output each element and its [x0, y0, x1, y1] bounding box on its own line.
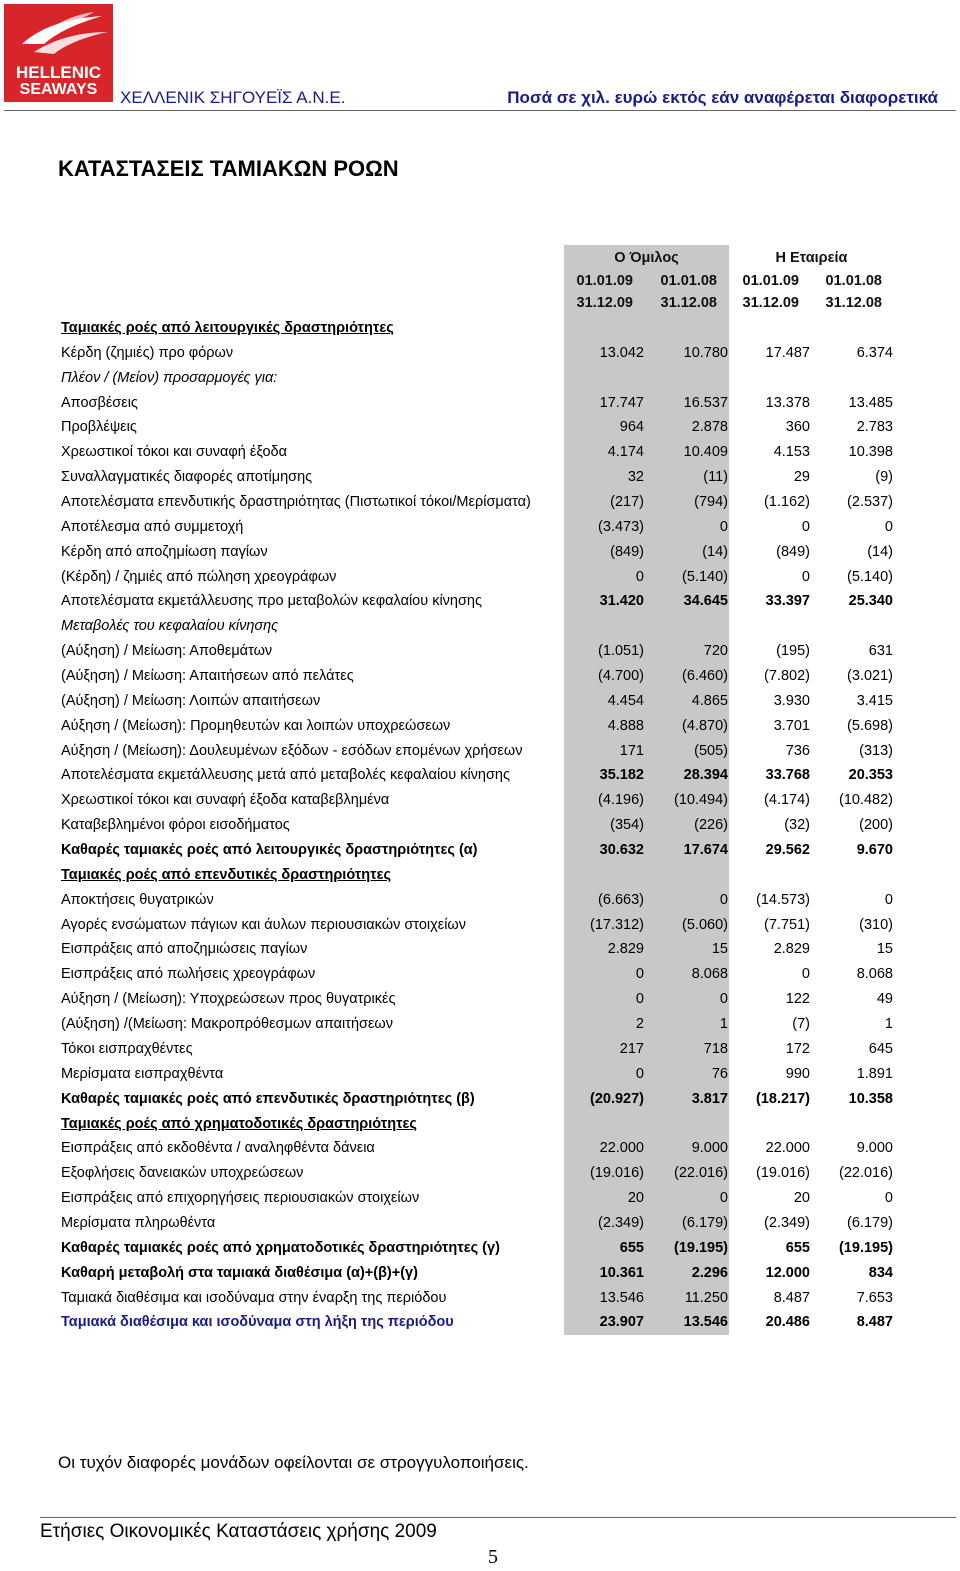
value-company-2009: 29 [793, 469, 810, 486]
value-group-2008: 720 [703, 643, 728, 660]
row-label: Εξοφλήσεις δανειακών υποχρεώσεων [61, 1165, 304, 1182]
row-label: Ταμιακές ροές από χρηματοδοτικές δραστηριότητες [61, 1115, 417, 1132]
table-row [0, 989, 960, 1014]
value-group-2008: (14) [702, 543, 728, 560]
row-label: Πλέον / (Μείον) προσαρμογές για: [61, 369, 278, 386]
value-company-2008: (310) [859, 916, 893, 933]
row-label: Τόκοι εισπραχθέντες [61, 1040, 193, 1057]
row-label: Ταμιακές ροές από λειτουργικές δραστηριότητες [61, 320, 394, 336]
value-company-2008: 9.000 [856, 1140, 893, 1157]
value-group-2009: 0 [635, 966, 644, 983]
table-row [0, 393, 960, 418]
value-group-2008: 76 [711, 1065, 728, 1082]
row-label: Αποτελέσματα επενδυτικής δραστηριότητας (Πιστωτικοί τόκοι/Μερίσματα) [61, 494, 531, 511]
value-company-2009: (32) [784, 817, 810, 834]
value-group-2009: (2.349) [598, 1214, 644, 1231]
header-date-to-4: 31.12.08 [825, 295, 882, 311]
table-row [0, 1188, 960, 1213]
value-company-2009: 4.153 [773, 444, 810, 461]
value-group-2008: 0 [719, 1190, 728, 1207]
value-company-2009: 172 [785, 1040, 810, 1057]
value-company-2008: (19.195) [838, 1239, 893, 1256]
table-row [0, 641, 960, 666]
value-company-2008: 631 [868, 643, 893, 660]
value-group-2009: 13.546 [599, 1289, 644, 1306]
value-company-2008: 645 [868, 1040, 893, 1057]
table-row [0, 790, 960, 815]
value-company-2008: 20.353 [848, 767, 893, 784]
table-row [0, 1213, 960, 1238]
value-group-2008: 0 [719, 518, 728, 535]
value-group-2008: (4.870) [682, 717, 728, 734]
value-company-2008: 0 [884, 891, 893, 908]
row-label: Αύξηση / (Μείωση): Υποχρεώσεων προς θυγατρικές [61, 991, 396, 1008]
value-company-2009: (1.162) [764, 494, 810, 511]
value-group-2008: 1 [719, 1016, 728, 1033]
row-label: Αποκτήσεις θυγατρικών [61, 891, 214, 908]
value-company-2009: 360 [785, 419, 810, 436]
row-label: Αύξηση / (Μείωση): Προμηθευτών και λοιπών υποχρεώσεων [61, 717, 451, 734]
row-label: Αποτελέσματα εκμετάλλευσης μετά από μεταβολές κεφαλαίου κίνησης [61, 767, 510, 784]
value-group-2008: 10.409 [683, 444, 728, 461]
table-row [0, 567, 960, 592]
row-label: Μεταβολές του κεφαλαίου κίνησης [61, 618, 279, 635]
header-date-from-1: 01.01.09 [576, 273, 633, 289]
table-row [0, 417, 960, 442]
footer-text: Ετήσιες Οικονομικές Καταστάσεις χρήσης 2009 [40, 1521, 437, 1542]
value-company-2008: (2.537) [847, 494, 893, 511]
value-group-2009: 31.420 [599, 593, 644, 610]
value-group-2009: (17.312) [589, 916, 644, 933]
header-date-from-3: 01.01.09 [742, 273, 799, 289]
value-company-2009: (7) [792, 1016, 810, 1033]
table-row [0, 467, 960, 492]
value-group-2008: 15 [711, 941, 728, 958]
row-label: Αποτέλεσμα από συμμετοχή [61, 518, 244, 535]
table-row [0, 765, 960, 790]
value-company-2008: 49 [876, 991, 893, 1008]
table-row [0, 865, 960, 890]
value-group-2009: (217) [610, 494, 644, 511]
value-company-2008: 10.358 [848, 1090, 893, 1107]
value-group-2008: (11) [703, 469, 728, 486]
value-company-2008: 8.487 [856, 1314, 893, 1331]
value-group-2008: 28.394 [683, 767, 728, 784]
table-row [0, 318, 960, 343]
value-group-2009: 32 [627, 469, 644, 486]
value-group-2009: 4.454 [607, 692, 644, 709]
value-group-2008: 10.780 [683, 344, 728, 361]
rounding-footnote: Οι τυχόν διαφορές μονάδων οφείλονται σε στρογγυλοποιήσεις. [58, 1453, 529, 1472]
value-group-2009: 22.000 [599, 1140, 644, 1157]
value-company-2009: 20.486 [765, 1314, 810, 1331]
row-label: Καταβεβλημένοι φόροι εισοδήματος [61, 817, 290, 834]
row-label: Αποσβέσεις [61, 394, 138, 411]
row-label: Κέρδη από αποζημίωση παγίων [61, 543, 268, 560]
row-label: Μερίσματα πληρωθέντα [61, 1214, 216, 1231]
value-group-2008: 0 [719, 991, 728, 1008]
value-group-2008: (505) [694, 742, 728, 759]
value-company-2009: (7.751) [764, 916, 810, 933]
header-date-to-3: 31.12.09 [742, 295, 799, 311]
page-number: 5 [488, 1546, 498, 1568]
value-company-2009: 0 [801, 518, 810, 535]
value-group-2009: 10.361 [599, 1264, 644, 1281]
row-label: Αύξηση / (Μείωση): Δουλευμένων εξόδων - εσόδων επομένων χρήσεων [61, 742, 523, 759]
value-company-2008: 25.340 [848, 593, 893, 610]
value-company-2008: 13.485 [848, 394, 893, 411]
row-label: Κέρδη (ζημιές) προ φόρων [61, 344, 234, 361]
row-label: Καθαρή μεταβολή στα ταμιακά διαθέσιμα (α)+(β)+(γ) [61, 1264, 418, 1281]
table-row [0, 542, 960, 567]
table-row [0, 591, 960, 616]
value-group-2008: (10.494) [673, 792, 728, 809]
value-company-2009: 122 [785, 991, 810, 1008]
logo-swoosh-icon [4, 4, 113, 64]
row-label: Εισπράξεις από εκδοθέντα / αναληφθέντα δάνεια [61, 1140, 375, 1157]
table-row [0, 666, 960, 691]
header-divider [4, 110, 956, 111]
value-group-2009: 23.907 [599, 1314, 644, 1331]
table-row [0, 1238, 960, 1263]
table-row [0, 1312, 960, 1337]
table-row [0, 691, 960, 716]
value-company-2009: 13.378 [765, 394, 810, 411]
row-label: Εισπράξεις από πωλήσεις χρεογράφων [61, 966, 316, 983]
value-company-2009: 990 [785, 1065, 810, 1082]
value-group-2008: 2.878 [691, 419, 728, 436]
header-company: Η Εταιρεία [775, 250, 848, 266]
value-group-2008: (22.016) [673, 1165, 728, 1182]
value-company-2009: 22.000 [765, 1140, 810, 1157]
value-company-2008: 9.670 [856, 842, 893, 859]
value-company-2008: (9) [875, 469, 893, 486]
value-company-2008: (5.698) [847, 717, 893, 734]
value-group-2009: 0 [635, 991, 644, 1008]
table-row [0, 1114, 960, 1139]
value-group-2009: (6.663) [598, 891, 644, 908]
header-group: Ο Όμιλος [614, 250, 679, 266]
value-company-2009: (195) [776, 643, 810, 660]
table-row [0, 1138, 960, 1163]
value-group-2009: 655 [619, 1239, 644, 1256]
value-group-2008: 13.546 [683, 1314, 728, 1331]
value-company-2008: 7.653 [856, 1289, 893, 1306]
table-row [0, 1014, 960, 1039]
value-company-2008: (3.021) [847, 668, 893, 685]
value-company-2009: 736 [785, 742, 810, 759]
row-label: Προβλέψεις [61, 419, 137, 436]
table-row [0, 368, 960, 393]
value-company-2009: 17.487 [765, 344, 810, 361]
value-group-2009: 30.632 [599, 842, 644, 859]
row-label: (Αύξηση) / Μείωση: Αποθεμάτων [61, 643, 273, 660]
value-group-2008: 8.068 [691, 966, 728, 983]
value-group-2009: 0 [635, 1065, 644, 1082]
value-group-2008: (6.460) [682, 668, 728, 685]
table-row [0, 939, 960, 964]
row-label: (Αύξηση) / Μείωση: Απαιτήσεων από πελάτες [61, 668, 354, 685]
table-row [0, 741, 960, 766]
value-company-2009: 12.000 [765, 1264, 810, 1281]
row-label: Εισπράξεις από επιχορηγήσεις περιουσιακών στοιχείων [61, 1190, 420, 1207]
value-group-2009: 20 [627, 1190, 644, 1207]
table-row [0, 1064, 960, 1089]
value-group-2008: 718 [703, 1040, 728, 1057]
value-company-2008: 1 [884, 1016, 893, 1033]
value-company-2009: 0 [801, 966, 810, 983]
value-company-2009: 8.487 [773, 1289, 810, 1306]
value-group-2009: (19.016) [589, 1165, 644, 1182]
amounts-note: Ποσά σε χιλ. ευρώ εκτός εάν αναφέρεται διαφορετικά [507, 88, 938, 107]
value-company-2009: (19.016) [755, 1165, 810, 1182]
value-company-2009: (4.174) [764, 792, 810, 809]
value-company-2008: (200) [859, 817, 893, 834]
value-group-2009: 17.747 [599, 394, 644, 411]
table-row [0, 442, 960, 467]
value-group-2008: (226) [694, 817, 728, 834]
value-company-2008: 8.068 [856, 966, 893, 983]
value-company-2009: 3.701 [773, 717, 810, 734]
value-company-2008: 10.398 [848, 444, 893, 461]
value-group-2008: 9.000 [691, 1140, 728, 1157]
value-company-2008: (22.016) [838, 1165, 893, 1182]
value-group-2009: 2.829 [607, 941, 644, 958]
value-company-2008: 0 [884, 1190, 893, 1207]
row-label: Ταμιακά διαθέσιμα και ισοδύναμα στη λήξη της περιόδου [61, 1314, 454, 1331]
value-group-2009: (4.700) [598, 668, 644, 685]
table-row [0, 890, 960, 915]
value-company-2009: (7.802) [764, 668, 810, 685]
value-group-2008: 4.865 [691, 692, 728, 709]
value-group-2008: (6.179) [682, 1214, 728, 1231]
footer-divider [40, 1517, 956, 1518]
logo-text-seaways: SEAWAYS [19, 81, 98, 98]
table-row [0, 716, 960, 741]
value-group-2008: (19.195) [673, 1239, 728, 1256]
table-row [0, 1288, 960, 1313]
table-row [0, 1089, 960, 1114]
page-title: ΚΑΤΑΣΤΑΣΕΙΣ ΤΑΜΙΑΚΩΝ ΡΟΩΝ [58, 156, 399, 181]
row-label: (Αύξηση) / Μείωση: Λοιπών απαιτήσεων [61, 692, 321, 709]
row-label: Συναλλαγματικές διαφορές αποτίμησης [61, 469, 313, 486]
table-row [0, 964, 960, 989]
value-company-2008: (10.482) [838, 792, 893, 809]
value-group-2009: (20.927) [589, 1090, 644, 1107]
value-group-2008: 11.250 [684, 1289, 728, 1306]
table-row [0, 840, 960, 865]
table-row [0, 492, 960, 517]
value-company-2009: 20 [793, 1190, 810, 1207]
row-label: Καθαρές ταμιακές ροές από χρηματοδοτικές δραστηριότητες (γ) [61, 1239, 500, 1256]
table-row [0, 1163, 960, 1188]
value-group-2009: (849) [610, 543, 644, 560]
value-company-2009: (2.349) [764, 1214, 810, 1231]
value-group-2009: 4.174 [607, 444, 644, 461]
row-label: Αγορές ενσώματων πάγιων και άυλων περιουσιακών στοιχείων [61, 916, 466, 933]
value-company-2008: 6.374 [856, 344, 893, 361]
table-row [0, 915, 960, 940]
value-group-2008: 2.296 [691, 1264, 728, 1281]
value-company-2008: 0 [884, 518, 893, 535]
value-group-2009: 35.182 [599, 767, 644, 784]
header-date-to-1: 31.12.09 [576, 295, 633, 311]
company-name: ΧΕΛΛΕΝΙΚ ΣΗΓΟΥΕΪΣ Α.Ν.Ε. [120, 88, 346, 107]
value-group-2009: 4.888 [607, 717, 644, 734]
cash-flow-table [0, 318, 960, 1337]
header-date-from-4: 01.01.08 [825, 273, 882, 289]
value-group-2008: 34.645 [683, 593, 728, 610]
value-company-2008: 1.891 [856, 1065, 893, 1082]
row-label: Μερίσματα εισπραχθέντα [61, 1065, 224, 1082]
value-company-2009: 0 [801, 568, 810, 585]
header-date-to-2: 31.12.08 [660, 295, 717, 311]
value-company-2009: 33.397 [765, 593, 810, 610]
value-group-2009: 2 [635, 1016, 644, 1033]
value-company-2008: 2.783 [856, 419, 893, 436]
value-company-2009: 3.930 [773, 692, 810, 709]
value-company-2009: (849) [776, 543, 810, 560]
value-company-2009: 33.768 [765, 767, 810, 784]
table-row [0, 616, 960, 641]
value-company-2009: 2.829 [773, 941, 810, 958]
value-group-2008: 17.674 [683, 842, 728, 859]
value-group-2008: 3.817 [691, 1090, 728, 1107]
table-row [0, 1263, 960, 1288]
value-group-2009: 0 [635, 568, 644, 585]
value-company-2008: (14) [867, 543, 893, 560]
row-label: Καθαρές ταμιακές ροές από λειτουργικές δραστηριότητες (α) [61, 842, 478, 859]
value-group-2009: (1.051) [598, 643, 644, 660]
value-company-2009: (14.573) [755, 891, 810, 908]
row-label: Αποτελέσματα εκμετάλλευσης προ μεταβολών κεφαλαίου κίνησης [61, 593, 482, 610]
value-group-2009: (3.473) [598, 518, 644, 535]
value-group-2009: (354) [610, 817, 644, 834]
value-group-2008: (5.140) [682, 568, 728, 585]
table-row [0, 1039, 960, 1064]
value-group-2009: 217 [619, 1040, 644, 1057]
row-label: Καθαρές ταμιακές ροές από επενδυτικές δραστηριότητες (β) [61, 1090, 475, 1107]
header-date-from-2: 01.01.08 [660, 273, 717, 289]
value-company-2008: 3.415 [856, 692, 893, 709]
hellenic-seaways-logo [4, 4, 113, 102]
value-group-2009: 964 [619, 419, 644, 436]
value-group-2008: (794) [694, 494, 728, 511]
value-group-2008: (5.060) [682, 916, 728, 933]
value-company-2009: 655 [785, 1239, 810, 1256]
table-row [0, 343, 960, 368]
row-label: Εισπράξεις από αποζημιώσεις παγίων [61, 941, 308, 958]
value-company-2008: (5.140) [847, 568, 893, 585]
value-company-2008: (6.179) [847, 1214, 893, 1231]
row-label: Χρεωστικοί τόκοι και συναφή έξοδα [61, 444, 287, 461]
value-group-2009: 171 [619, 742, 644, 759]
row-label: Ταμιακά διαθέσιμα και ισοδύναμα στην έναρξη της περιόδου [61, 1289, 447, 1306]
row-label: (Κέρδη) / ζημιές από πώληση χρεογράφων [61, 568, 337, 585]
row-label: Ταμιακές ροές από επενδυτικές δραστηριότητες [61, 866, 392, 883]
table-row [0, 517, 960, 542]
value-company-2009: (18.217) [755, 1090, 810, 1107]
value-group-2009: 13.042 [599, 344, 644, 361]
value-company-2009: 29.562 [765, 842, 810, 859]
logo-text-hellenic: HELLENIC [16, 63, 101, 82]
value-group-2008: 0 [719, 891, 728, 908]
value-company-2008: (313) [859, 742, 893, 759]
value-group-2008: 16.537 [683, 394, 728, 411]
table-row [0, 815, 960, 840]
value-company-2008: 834 [868, 1264, 893, 1281]
row-label: Χρεωστικοί τόκοι και συναφή έξοδα καταβεβλημένα [61, 792, 390, 809]
row-label: (Αύξηση) /(Μείωση: Μακροπρόθεσμων απαιτήσεων [61, 1016, 393, 1033]
value-group-2009: (4.196) [598, 792, 644, 809]
value-company-2008: 15 [876, 941, 893, 958]
